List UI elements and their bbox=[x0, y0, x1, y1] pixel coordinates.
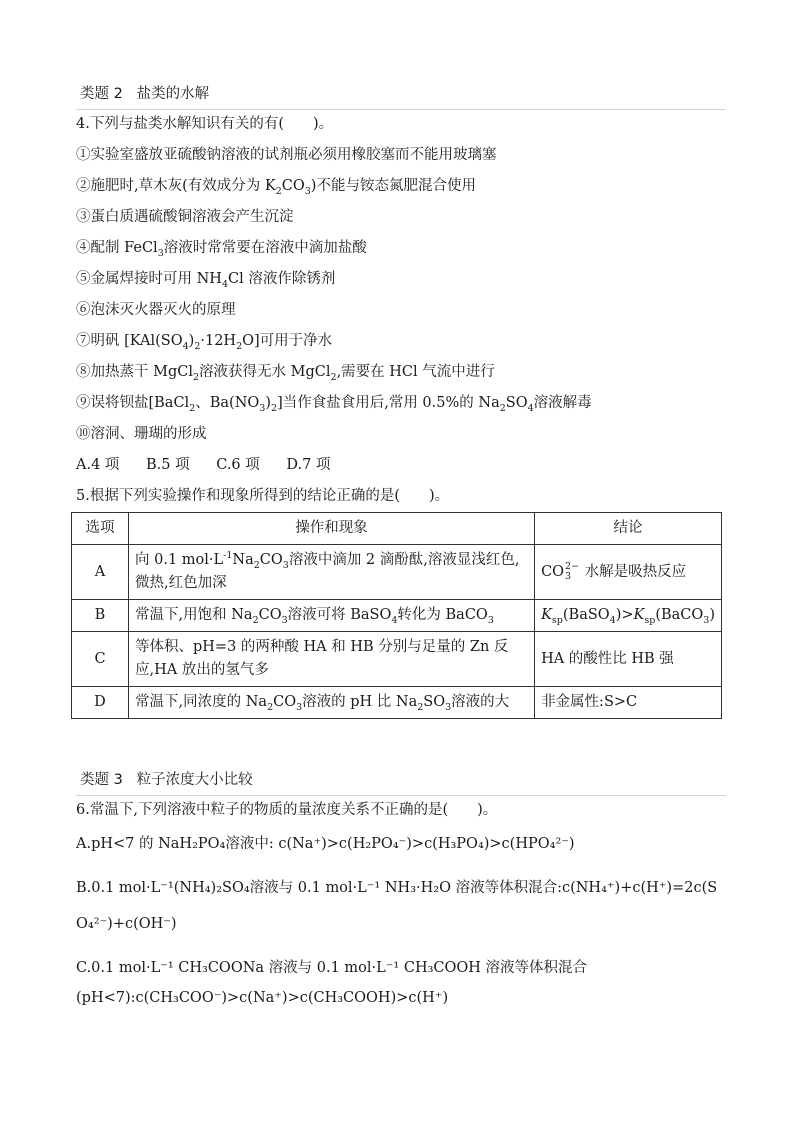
q4-option-d: D.7 项 bbox=[286, 457, 331, 473]
q4-item-4: ④配制 FeCl$_3$溶液时常常要在溶液中滴加盐酸 bbox=[76, 240, 367, 259]
q4-item-9: ⑨误将钡盐[BaCl$_2$、$Ba(NO_3)_2$]当作食盐食用后,常用 0.5%的 $Na_2SO_4$溶液解毒 bbox=[76, 395, 592, 414]
table-row: D 常温下,同浓度的 $Na_2CO_3$溶液的 pH 比 $Na_2SO_3$溶液的大 非金属性:S>C bbox=[72, 687, 722, 719]
q6-option-b-line1: B.0.1 mol·L⁻¹(NH₄)₂SO₄溶液与 0.1 mol·L⁻¹ NH₃·H₂O 溶液等体积混合:c(NH₄⁺)+c(H⁺)=2c(S bbox=[76, 880, 718, 896]
q6-option-c-line1: C.0.1 mol·L⁻¹ CH₃COONa 溶液与 0.1 mol·L⁻¹ CH₃COOH 溶液等体积混合 bbox=[76, 960, 588, 976]
header-conclusion: 结论 bbox=[535, 513, 722, 545]
table-row: A 向 0.1 $mol\cdot L^{-1}Na_2CO_3$溶液中滴加 2 滴酚酞,溶液显浅红色,微热,红色加深 CO 2− 3 水解是吸热反应 bbox=[72, 545, 722, 600]
q4-option-b: B.5 项 bbox=[146, 457, 190, 473]
section-2-heading: 类题 2 盐类的水解 bbox=[76, 82, 726, 110]
header-operation: 操作和现象 bbox=[129, 513, 535, 545]
q4-item-1: ①实验室盛放亚硫酸钠溶液的试剂瓶必须用橡胶塞而不能用玻璃塞 bbox=[76, 147, 497, 163]
q5-stem: 5.根据下列实验操作和现象所得到的结论正确的是( )。 bbox=[76, 488, 450, 504]
q5-table bbox=[71, 512, 722, 719]
q4-item-5: ⑤金属焊接时可用 $NH_4Cl$ 溶液作除锈剂 bbox=[76, 271, 336, 290]
q4-stem: 4.下列与盐类水解知识有关的有( )。 bbox=[76, 116, 334, 132]
q6-option-c-line2: (pH<7):c(CH₃COO⁻)>c(Na⁺)>c(CH₃COOH)>c(H⁺) bbox=[76, 990, 449, 1006]
q4-options bbox=[76, 455, 352, 475]
q4-item-8: ⑧加热蒸干 MgCl$_2$溶液获得无水 MgCl$_2$,需要在 HCl 气流中进行 bbox=[76, 364, 495, 383]
table-row: C 等体积、pH=3 的两种酸 HA 和 HB 分别与足量的 Zn 反应,HA 放出的氢气多 HA 的酸性比 HB 强 bbox=[72, 632, 722, 687]
q6-option-a: A.pH<7 的 NaH₂PO₄溶液中: c(Na⁺)>c(H₂PO₄⁻)>c(H₃PO₄)>c(HPO₄²⁻) bbox=[76, 836, 575, 852]
q4-item-7: ⑦明矾 $[KAl(SO_4)_2\cdot 12H_2O]$可用于净水 bbox=[76, 333, 333, 352]
table-header-row bbox=[72, 513, 722, 545]
header-option: 选项 bbox=[72, 513, 129, 545]
q6-option-b-line2: O₄²⁻)+c(OH⁻) bbox=[76, 916, 177, 932]
table-row: B 常温下,用饱和 $Na_2CO_3$溶液可将 BaSO$_4$转化为 BaCO$_3$ $K_{sp}(BaSO_4)>K_{sp}(BaCO_3)$ bbox=[72, 600, 722, 632]
q4-item-6: ⑥泡沫灭火器灭火的原理 bbox=[76, 302, 236, 318]
q4-option-a: A.4 项 bbox=[76, 457, 120, 473]
q6-stem: 6.常温下,下列溶液中粒子的物质的量浓度关系不正确的是( )。 bbox=[76, 802, 498, 818]
section-3-heading: 类题 3 粒子浓度大小比较 bbox=[76, 768, 726, 796]
q4-option-c: C.6 项 bbox=[216, 457, 260, 473]
q4-item-2: ②施肥时,草木灰(有效成分为 $K_2CO_3$)不能与铵态氮肥混合使用 bbox=[76, 178, 476, 197]
q4-item-3: ③蛋白质遇硫酸铜溶液会产生沉淀 bbox=[76, 209, 294, 225]
q4-item-10: ⑩溶洞、珊瑚的形成 bbox=[76, 426, 207, 442]
